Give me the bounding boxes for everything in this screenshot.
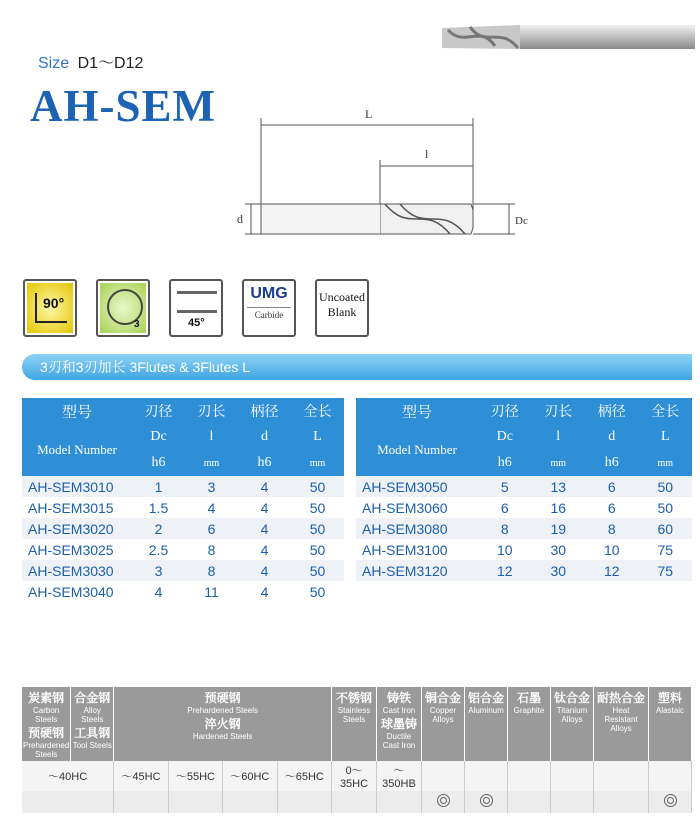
cell-l: 8 <box>185 560 238 581</box>
product-title: AH-SEM <box>30 81 216 131</box>
cell-model: AH-SEM3015 <box>28 499 114 516</box>
table-row <box>356 497 692 518</box>
cell-dc: 6 <box>500 499 509 516</box>
cell-model: AH-SEM3020 <box>22 518 132 539</box>
cell-l: 6 <box>185 518 238 539</box>
dim-L: L <box>365 107 373 121</box>
cell-dc: 2.5 <box>148 541 169 558</box>
cell-l: 50 <box>291 560 344 581</box>
cell-dc: 2 <box>132 518 185 539</box>
cell-model: AH-SEM3030 <box>22 560 132 581</box>
product-photo-icon <box>440 18 695 58</box>
size-range: D1～D12 <box>77 55 144 72</box>
cell-dc: 3 <box>132 560 185 581</box>
table-row <box>22 539 344 560</box>
dim-l: l <box>425 147 429 161</box>
hardness-row: ～40HC ～45HC ～55HC ～60HC ～65HC 0～35HC ～350HB <box>22 761 692 791</box>
table-row <box>22 518 344 539</box>
cell-l: 13 <box>532 476 586 497</box>
table-row <box>356 518 692 539</box>
cell-l: 11 <box>204 583 219 600</box>
cell-l: 3 <box>185 476 238 497</box>
cell-d: 4 <box>238 518 291 539</box>
table-row <box>22 476 344 497</box>
cell-d: 12 <box>585 560 639 581</box>
cell-dc: 1.5 <box>148 499 169 516</box>
cell-d: 10 <box>603 541 620 558</box>
cell-dc: 8 <box>478 518 532 539</box>
materials-table: 炭素钢 Carbon Steels 预硬钢 Prehardened Steels 合金钢 Alloy Steels 工具钢 Tool Steels 预硬钢 Prehardened Steels 淬火钢 Hardened Steels 不锈钢 Stainless Steels 铸铁 Cast Iron 球墨铸 Ductile Cast Iron 铜合金 Copper Alloys 铝合金 Aluminum 石墨 Graphite 钛合金 Titanium Alloys 耐热合金 Heat Resistant Alloys 塑料 Alastaic ～40HC ～45HC ～55HC ～60HC ～65HC 0～35HC ～350HB <box>22 687 692 813</box>
cell-dc: 4 <box>154 583 163 600</box>
cell-model: AH-SEM3025 <box>28 541 114 558</box>
suitable-copper-icon <box>437 794 450 807</box>
cell-dc: 10 <box>496 541 513 558</box>
three-flutes-icon: 3 <box>96 279 150 337</box>
cell-l: 60 <box>639 518 693 539</box>
cell-dc: 5 <box>478 476 532 497</box>
helix-45-icon: 45° <box>169 279 223 337</box>
cell-model: AH-SEM3040 <box>28 583 114 600</box>
cell-l: 4 <box>207 499 216 516</box>
cell-l: 30 <box>532 560 586 581</box>
uncoated-blank-icon: Uncoated Blank <box>315 279 369 337</box>
table-row <box>22 581 344 602</box>
cell-l: 75 <box>657 541 674 558</box>
table-row <box>22 560 344 581</box>
spec-table-right: 型号 刃径 刃长 柄径 全长 Model Number Dc l d L h6 mm h6 mm AH-SEM3050 5 13 6 50 AH-SEM3060 6 16 6 50 AH-SEM3080 8 19 8 60 AH-SEM3100 10 30 10 75 AH-SEM3120 12 30 12 75 <box>356 398 692 581</box>
helix-angle-90-icon: 90° <box>23 279 77 337</box>
suitable-aluminum-icon <box>480 794 493 807</box>
cell-d: 4 <box>260 541 269 558</box>
cell-d: 8 <box>585 518 639 539</box>
spec-table-left: 型号 刃径 刃长 柄径 全长 Model Number Dc l d L h6 mm h6 mm AH-SEM3010 1 3 4 50 AH-SEM3015 1.5 4 4 50 AH-SEM3020 2 6 4 50 AH-SEM3025 2.5 8 4 50 AH-SEM3030 3 8 4 50 AH-SEM3040 4 11 4 50 <box>22 398 344 602</box>
umg-carbide-icon: UMG Carbide <box>242 279 296 337</box>
cell-l: 50 <box>657 499 674 516</box>
cell-model: AH-SEM3120 <box>356 560 478 581</box>
dim-d: d <box>237 212 243 226</box>
table-row <box>356 539 692 560</box>
cell-l: 50 <box>309 499 326 516</box>
size-label: Size <box>38 55 70 72</box>
cell-l: 50 <box>291 518 344 539</box>
cell-l: 75 <box>639 560 693 581</box>
cell-d: 4 <box>260 499 269 516</box>
cell-l: 50 <box>639 476 693 497</box>
cell-d: 4 <box>260 583 269 600</box>
cell-d: 6 <box>585 476 639 497</box>
dim-Dc: Dc <box>515 215 528 227</box>
cell-model: AH-SEM3080 <box>356 518 478 539</box>
cell-d: 6 <box>607 499 616 516</box>
table-row <box>356 476 692 497</box>
suitability-row <box>22 791 692 813</box>
cell-model: AH-SEM3010 <box>22 476 132 497</box>
cell-l: 16 <box>550 499 567 516</box>
technical-drawing <box>225 100 545 265</box>
cell-model: AH-SEM3100 <box>362 541 448 558</box>
cell-d: 4 <box>238 476 291 497</box>
cell-model: AH-SEM3050 <box>356 476 478 497</box>
size-line <box>38 50 143 73</box>
suitable-plastic-icon <box>664 794 677 807</box>
cell-l: 8 <box>207 541 216 558</box>
section-banner: 3刃和3刃加长 3Flutes & 3Flutes L <box>22 354 692 380</box>
cell-l: 19 <box>532 518 586 539</box>
cell-model: AH-SEM3060 <box>362 499 448 516</box>
cell-dc: 1 <box>132 476 185 497</box>
cell-dc: 12 <box>478 560 532 581</box>
cell-l: 30 <box>550 541 567 558</box>
cell-d: 4 <box>238 560 291 581</box>
cell-l: 50 <box>309 541 326 558</box>
table-row <box>22 497 344 518</box>
cell-l: 50 <box>291 476 344 497</box>
cell-l: 50 <box>309 583 326 600</box>
table-row <box>356 560 692 581</box>
